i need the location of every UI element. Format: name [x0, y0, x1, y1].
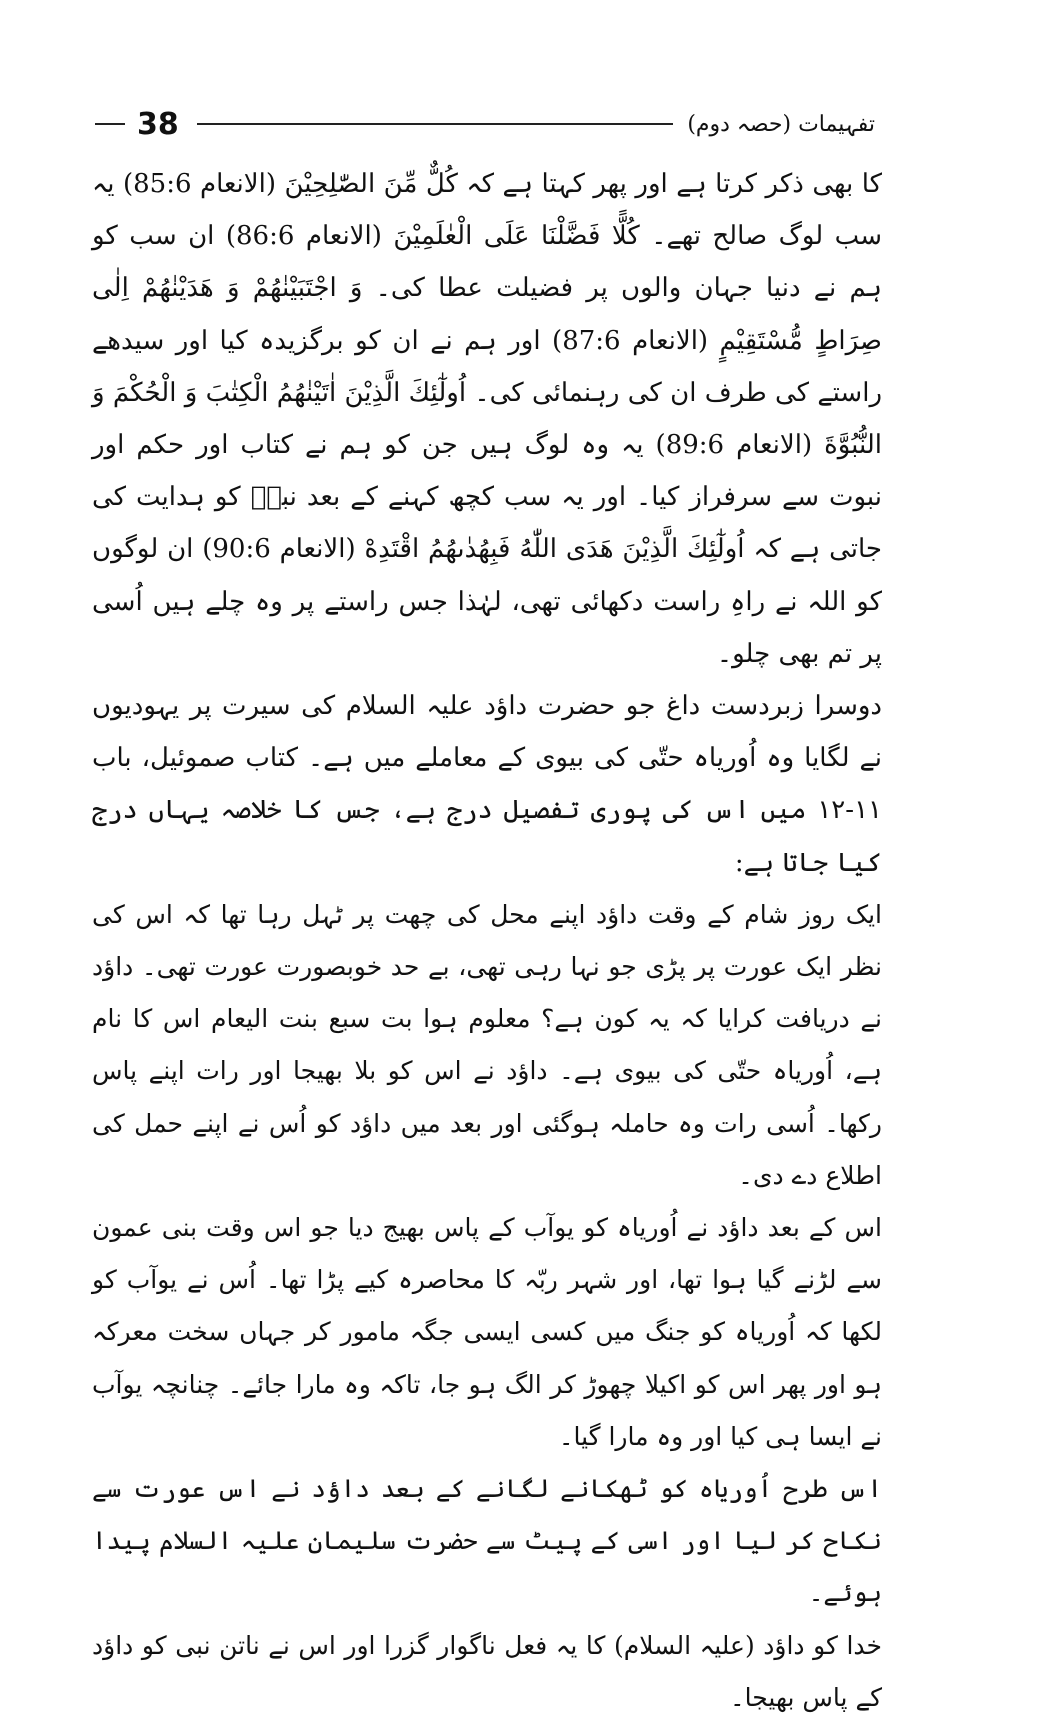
paragraph-intro-samuel: دوسرا زبردست داغ جو حضرت داؤد علیہ السلام کی سیرت پر یہودیوں نے لگایا وہ اُوریاہ حتّی کی بیوی کے معاملے میں ہے۔ کتاب صموئیل، باب ١١-١٢ میں اس کی پوری تفصیل درج ہے، جس کا خلاصہ یہاں درج کیا جاتا ہے: [92, 691, 882, 878]
page-number: 38 [137, 106, 179, 142]
paragraph-summary-3: اس طرح اُوریاہ کو ٹھکانے لگانے کے بعد داؤد نے اس عورت سے نکاح کر لیا اور اسی کے پیٹ سے حضرت سلیمان علیہ السلام پیدا ہوئے۔ [92, 1474, 882, 1608]
header-dash [95, 123, 125, 125]
book-title: تفہیمات (حصہ دوم) [687, 111, 875, 137]
paragraph-summary-4: خدا کو داؤد (علیہ السلام) کا یہ فعل ناگوار گزرا اور اس نے ناتن نبی کو داؤد کے پاس بھیجا۔ [92, 1630, 882, 1712]
paragraph-summary-2: اس کے بعد داؤد نے اُوریاہ کو یوآب کے پاس بھیج دیا جو اس وقت بنی عمون سے لڑنے گیا ہوا تھا، اور شہر ربّہ کا محاصرہ کیے پڑا تھا۔ اُس نے یوآب کو لکھا کہ اُوریاہ کو جنگ میں کسی ایسی جگہ مامور کر جہاں سخت معرکہ ہو اور پھر اس کو اکیلا چھوڑ کر الگ ہو جا، تاکہ وہ مارا جائے۔ چنانچہ یوآب نے ایسا ہی کیا اور وہ مارا گیا۔ [92, 1213, 882, 1451]
header-rule [197, 123, 674, 125]
paragraph-summary-1: ایک روز شام کے وقت داؤد اپنے محل کی چھت پر ٹہل رہا تھا کہ اس کی نظر ایک عورت پر پڑی جو نہا رہی تھی، بے حد خوبصورت عورت تھی۔ داؤد نے دریافت کرایا کہ یہ کون ہے؟ معلوم ہوا بت سبع بنت الیعام اس کا نام ہے، اُوریاہ حتّی کی بیوی ہے۔ داؤد نے اس کو بلا بھیجا اور رات اپنے پاس رکھا۔ اُسی رات وہ حاملہ ہوگئی اور بعد میں داؤد کو اُس نے اپنے حمل کی اطلاع دے دی۔ [92, 899, 882, 1190]
paragraph-quran-references: کا بھی ذکر کرتا ہے اور پھر کہتا ہے کہ كُلٌّ مِّنَ الصّٰلِحِيْنَ (الانعام 85:6) یہ سب لوگ صالح تھے۔ كُلًّا فَضَّلْنَا عَلَى الْعٰلَمِيْنَ (الانعام 86:6) ان سب کو ہم نے دنیا جہان والوں پر فضیلت عطا کی۔ وَ اجْتَبَيْنٰهُمْ وَ هَدَيْنٰهُمْ اِلٰى صِرَاطٍ مُّسْتَقِيْمٍ (الانعام 87:6) اور ہم نے ان کو برگزیدہ کیا اور سیدھے راستے کی طرف ان کی رہنمائی کی۔ اُولٰٓئِكَ الَّذِيْنَ اٰتَيْنٰهُمُ الْكِتٰبَ وَ الْحُكْمَ وَ النُّبُوَّةَ (الانعام 89:6) یہ وہ لوگ ہیں جن کو ہم نے کتاب اور حکم اور نبوت سے سرفراز کیا۔ اور یہ سب کچھ کہنے کے بعد نبیؐ کو ہدایت کی جاتی ہے کہ اُولٰٓئِكَ الَّذِيْنَ هَدَى اللّٰهُ فَبِهُدٰىهُمُ اقْتَدِهْ (الانعام 90:6) ان لوگوں کو اللہ نے راہِ راست دکھائی تھی، لہٰذا جس راستے پر وہ چلے ہیں اُسی پر تم بھی چلو۔ [92, 169, 883, 669]
body-text [92, 158, 882, 1724]
running-header [95, 100, 875, 148]
